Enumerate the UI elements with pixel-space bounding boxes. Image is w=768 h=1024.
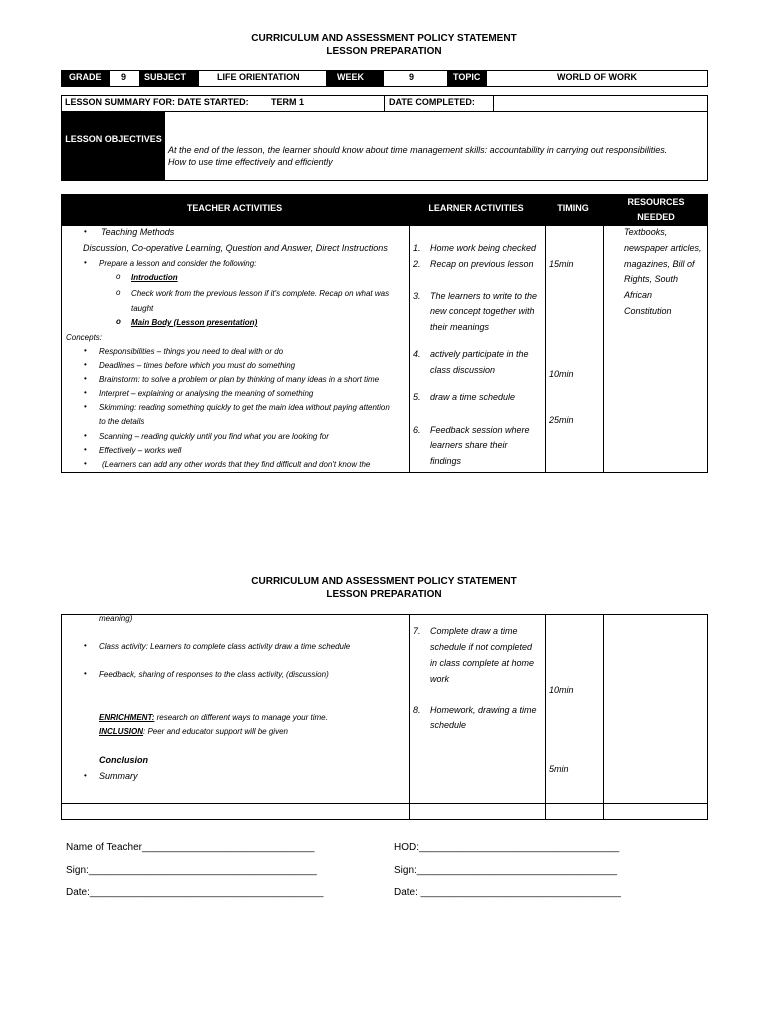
learner-item: learners share their (430, 440, 508, 450)
teacher-sign-line: Sign:_________________________________________ (66, 865, 317, 876)
page-subtitle: LESSON PREPARATION (326, 46, 442, 57)
concept-item: Interpret – explaining or analysing the meaning of something (99, 389, 314, 398)
concept-item: to the details (99, 417, 145, 426)
learner-item-number: 1. (413, 243, 421, 253)
subject-value: LIFE ORIENTATION (217, 72, 300, 82)
timing-value: 25min (549, 415, 574, 425)
summary-term: TERM 1 (271, 97, 305, 107)
grade-value: 9 (110, 71, 121, 86)
hod-sign-line: Sign:____________________________________ (394, 865, 618, 876)
concept-item: Scanning – reading quickly until you find what you are looking for (99, 432, 329, 441)
teaching-methods: Discussion, Co-operative Learning, Question and Answer, Direct Instructions (83, 243, 388, 253)
topic-label: TOPIC (447, 71, 487, 86)
date-completed-label: DATE COMPLETED: (389, 97, 475, 107)
timing-value: 5min (549, 764, 569, 774)
main-body-heading: Main Body (Lesson presentation) (131, 318, 258, 327)
page2-title: CURRICULUM AND ASSESSMENT POLICY STATEMENT (251, 576, 517, 587)
header-timing: TIMING (557, 203, 589, 213)
learner-item: Recap on previous lesson (430, 259, 534, 269)
learner-item-number: 5. (413, 392, 421, 402)
learner-item: schedule (430, 720, 467, 730)
inclusion-label: INCLUSION (99, 727, 143, 736)
header-learner-activities: LEARNER ACTIVITIES (428, 203, 524, 213)
info-row (61, 70, 708, 87)
check-work-1: Check work from the previous lesson if it's complete. Recap on what was (131, 289, 390, 298)
resource-item: Constitution (624, 306, 672, 316)
objectives-line-1: At the end of the lesson, the learner should know about time management skills: accountability in carrying out responsibilities. (168, 145, 668, 155)
enrichment-line (99, 713, 328, 722)
timing-value: 10min (549, 369, 574, 379)
learner-item-number: 2. (413, 259, 421, 269)
prepare-lesson: Prepare a lesson and consider the following: (99, 259, 257, 268)
summary-label: LESSON SUMMARY FOR: DATE STARTED: (65, 97, 249, 107)
learner-item: Feedback session where (430, 425, 530, 435)
learner-item: draw a time schedule (430, 392, 516, 402)
learner-item: in class complete at home (430, 658, 535, 668)
subject-label: SUBJECT (139, 71, 199, 86)
hod-line: HOD:____________________________________ (394, 842, 620, 853)
introduction-heading: Introduction (131, 273, 178, 282)
learner-item: The learners to write to the (430, 291, 538, 301)
meaning-continued: meaning) (99, 614, 133, 623)
conclusion-heading: Conclusion (99, 755, 148, 765)
objectives-line-2: How to use time effectively and efficiently (168, 157, 333, 167)
learner-item: Homework, drawing a time (430, 705, 537, 715)
activities-table-header (61, 194, 708, 226)
header-teacher-activities: TEACHER ACTIVITIES (186, 203, 283, 213)
hod-date-line: Date: ____________________________________ (394, 887, 621, 898)
page-title: CURRICULUM AND ASSESSMENT POLICY STATEMENT (251, 33, 517, 44)
learner-item-number: 3. (413, 291, 421, 301)
class-activity: Class activity: Learners to complete class activity draw a time schedule (99, 642, 351, 651)
concept-item: (Learners can add any other words that they find difficult and don't know the (102, 460, 371, 469)
objectives-label: LESSON OBJECTIVES (62, 112, 165, 180)
learner-item: Complete draw a time (430, 626, 518, 636)
resource-item: African (624, 290, 653, 300)
teacher-date-line: Date:__________________________________________ (66, 887, 324, 898)
concept-item: Deadlines – times before which you must do something (99, 361, 296, 370)
resource-item: magazines, Bill of (624, 259, 695, 269)
page2-subtitle: LESSON PREPARATION (326, 589, 442, 600)
learner-item: their meanings (430, 322, 490, 332)
timing-value: 15min (549, 259, 574, 269)
learner-item-number: 7. (413, 626, 421, 636)
teacher-name-line: Name of Teacher_______________________________ (66, 842, 315, 853)
learner-item-number: 6. (413, 425, 421, 435)
check-work-2: taught (131, 304, 154, 313)
header-resources: RESOURCES NEEDED (627, 197, 685, 222)
learner-item: class discussion (430, 365, 496, 375)
learner-item: new concept together with (430, 306, 535, 316)
learner-item: schedule if not completed (430, 642, 533, 652)
week-label: WEEK (326, 71, 384, 86)
learner-item: actively participate in the (430, 349, 529, 359)
resource-item: Textbooks, (624, 227, 668, 237)
summary-item: Summary (99, 771, 138, 781)
concept-item: Responsibilities – things you need to deal with or do (99, 347, 284, 356)
concept-item: Skimming: reading something quickly to get the main idea without paying attention (99, 403, 390, 412)
concepts-label: Concepts: (66, 333, 103, 342)
learner-item: work (430, 674, 450, 684)
learner-item: Home work being checked (430, 243, 537, 253)
concept-item: Brainstorm: to solve a problem or plan by thinking of many ideas in a short time (99, 375, 380, 384)
timing-value: 10min (549, 685, 574, 695)
resource-item: newspaper articles, (624, 243, 702, 253)
lesson-summary (61, 95, 708, 181)
enrichment-text: research on different ways to manage your time. (154, 713, 328, 722)
resource-item: Rights, South (624, 274, 679, 284)
learner-item: findings (430, 456, 462, 466)
learner-item-number: 8. (413, 705, 421, 715)
grade-label: GRADE (62, 71, 110, 86)
teaching-methods-heading: Teaching Methods (101, 227, 175, 237)
inclusion-text: : Peer and educator support will be given (143, 727, 288, 736)
week-value: 9 (409, 72, 415, 82)
concept-item: Effectively – works well (99, 446, 182, 455)
learner-item-number: 4. (413, 349, 421, 359)
enrichment-label: ENRICHMENT: (99, 713, 155, 722)
feedback-item: Feedback, sharing of responses to the class activity, (discussion) (99, 670, 329, 679)
topic-value: WORLD OF WORK (557, 72, 637, 82)
inclusion-line (99, 727, 288, 736)
